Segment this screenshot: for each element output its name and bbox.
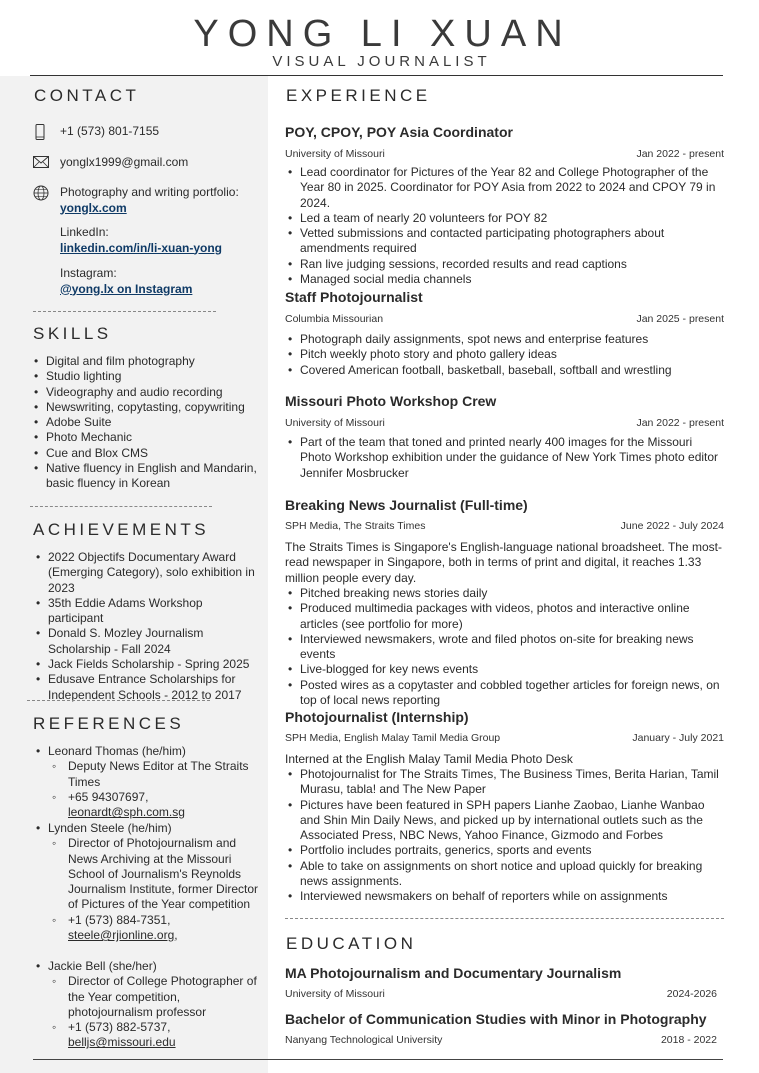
instagram-link[interactable]: @yong.lx on Instagram [60,281,193,296]
list-item: • Cue and Blox CMS [31,446,261,461]
header-divider [30,75,723,76]
instagram-label: Instagram: [60,266,117,280]
list-item: • Part of the team that toned and printed nearly 400 images for the Missouri Photo Workshop exhibition under the guidance of New York Times photo editor Jennifer Mosbrucker [285,435,725,481]
job-org: SPH Media, English Malay Tamil Media Group [285,732,501,744]
mail-icon [33,155,49,171]
list-item: • Led a team of nearly 20 volunteers for POY 82 [285,211,725,226]
list-item: • Jack Fields Scholarship - Spring 2025 [33,657,258,672]
job-bullets [285,767,725,905]
linkedin-label: LinkedIn: [60,225,109,239]
job-org: SPH Media, The Straits Times [285,520,426,532]
instagram-block [60,266,192,297]
portfolio-row [33,185,239,216]
reference-email[interactable]: belljs@missouri.edu [68,1035,176,1050]
portfolio-label: Photography and writing portfolio: [60,185,239,199]
list-item: • Vetted submissions and contacted participating photographers about amendments required [285,226,725,257]
list-item: • Donald S. Mozley Journalism Scholarship - Fall 2024 [33,626,258,657]
reference-contact: ◦ +65 94307697, leonardt@sph.com.sg [48,790,265,821]
list-item: • Videography and audio recording [31,385,261,400]
list-item: • Ran live judging sessions, recorded results and read captions [285,257,725,272]
list-item: • Interviewed newsmakers, wrote and filed photos on-site for breaking news events [285,632,725,663]
references-heading: REFERENCES [33,714,185,733]
list-item: • Interviewed newsmakers on behalf of reporters while on assignments [285,889,725,904]
job-bullets [285,332,725,378]
job-intro: Interned at the English Malay Tamil Media Photo Desk [285,752,573,766]
list-item: • Edusave Entrance Scholarships for Independent Schools - 2012 to 2017 [33,672,258,703]
reference-name: Jackie Bell (she/her) [48,959,157,973]
linkedin-link[interactable]: linkedin.com/in/li-xuan-yong [60,240,223,255]
job-title: POY, CPOY, POY Asia Coordinator [285,124,513,140]
job-bullets [285,586,725,708]
skills-list [31,354,261,492]
list-item: • Covered American football, basketball, baseball, softball and wrestling [285,363,725,378]
achievements-heading: ACHIEVEMENTS [33,520,210,539]
job-dates: Jan 2022 - present [636,148,724,160]
education-meta [285,1034,717,1047]
degree-title: Bachelor of Communication Studies with Minor in Photography [285,1011,707,1027]
job-dates: June 2022 - July 2024 [620,520,724,532]
skills-heading: SKILLS [33,324,112,343]
reference-role: ◦ Director of College Photographer of the Year competition, photojournalism professor [48,974,265,1020]
experience-heading: EXPERIENCE [286,86,431,105]
job-org: University of Missouri [285,148,385,160]
phone-icon [33,124,49,140]
email-row [33,155,188,171]
reference-role: ◦ Director of Photojournalism and News Archiving at the Missouri School of Journalism's Reynolds Journalism Institute, former Director of Pictures of the Year competition [48,836,265,912]
degree-title: MA Photojournalism and Documentary Journalism [285,965,622,981]
reference-1 [33,744,265,820]
reference-2 [33,821,265,943]
experience-divider [285,918,724,919]
job-dates: January - July 2021 [632,732,724,744]
job-meta [285,313,724,326]
job-meta [285,520,724,533]
list-item: • Produced multimedia packages with videos, photos and interactive online articles (see portfolio for more) [285,601,725,632]
job-org: University of Missouri [285,417,385,429]
footer-divider [33,1059,723,1060]
portfolio-link[interactable]: yonglx.com [60,200,127,215]
education-heading: EDUCATION [286,934,417,953]
achievements-divider [27,700,210,701]
list-item: • 35th Eddie Adams Workshop participant [33,596,258,627]
list-item: • Able to take on assignments on short notice and upload quickly for breaking news assignments. [285,859,725,890]
list-item: • Pitched breaking news stories daily [285,586,725,601]
job-title: Breaking News Journalist (Full-time) [285,497,528,513]
list-item: • Pitch weekly photo story and photo gallery ideas [285,347,725,362]
list-item: • Native fluency in English and Mandarin, basic fluency in Korean [31,461,261,492]
reference-name: Leonard Thomas (he/him) [48,744,186,758]
job-bullets [285,435,725,481]
list-item: • Newswriting, copytasting, copywriting [31,400,261,415]
job-meta [285,417,724,430]
job-bullets [285,165,725,287]
email-address[interactable]: yonglx1999@gmail.com [60,155,189,169]
reference-name: Lynden Steele (he/him) [48,821,172,835]
linkedin-block [60,225,222,256]
education-dates: 2024-2026 [666,988,717,1000]
list-item: • Studio lighting [31,369,261,384]
list-item: • Lead coordinator for Pictures of the Year 82 and College Photographer of the Year 80 in 2025. Coordinator for POY Asia from 2022 to 2024 and CPOY 79 in 2024. [285,165,725,211]
contact-divider [33,311,216,312]
reference-role: ◦ Deputy News Editor at The Straits Times [48,759,265,790]
contact-heading: CONTACT [34,86,140,105]
list-item: • Posted wires as a copytaster and cobbled together articles for foreign news, on top of local news reporting [285,678,725,709]
list-item: • Adobe Suite [31,415,261,430]
list-item: • Managed social media channels [285,272,725,287]
job-title: Photojournalist (Internship) [285,709,469,725]
globe-icon [33,185,49,201]
job-title: Missouri Photo Workshop Crew [285,393,497,409]
list-item: • Photojournalist for The Straits Times, The Business Times, Berita Harian, Tamil Murasu, tabla! and The New Paper [285,767,725,798]
phone-row [33,124,159,140]
list-item: • Live-blogged for key news events [285,662,725,677]
job-meta [285,148,724,161]
reference-3 [33,959,265,1051]
job-meta [285,732,724,745]
list-item: • Photograph daily assignments, spot news and enterprise features [285,332,725,347]
job-dates: Jan 2022 - present [636,417,724,429]
education-meta [285,988,717,1001]
list-item: • Digital and film photography [31,354,261,369]
reference-contact: ◦ +1 (573) 884-7351, steele@rjionline.org, [48,913,265,944]
job-dates: Jan 2025 - present [636,313,724,325]
list-item: • Portfolio includes portraits, generics, sports and events [285,843,725,858]
list-item: • Photo Mechanic [31,430,261,445]
achievements-list [33,550,258,703]
school-name: University of Missouri [285,988,385,1000]
list-item: • Pictures have been featured in SPH papers Lianhe Zaobao, Lianhe Wanbao and Shin Min Daily News, and picked up by international outlets such as the Associated Press, NBC News, Yahoo Finance, Gizmodo and Forbes [285,798,725,844]
job-intro: The Straits Times is Singapore's English-language national broadsheet. The most-read newspaper in Singapore, both in terms of print and digital, it reaches 1.33 million people every day. [285,540,722,585]
reference-email[interactable]: steele@rjionline.org [68,928,175,943]
list-item: • 2022 Objectifs Documentary Award (Emerging Category), solo exhibition in 2023 [33,550,258,596]
reference-email[interactable]: leonardt@sph.com.sg [68,805,185,820]
job-title-heading: VISUAL JOURNALIST [272,53,491,70]
job-title: Staff Photojournalist [285,289,423,305]
reference-contact: ◦ +1 (573) 882-5737, belljs@missouri.edu [48,1020,265,1051]
school-name: Nanyang Technological University [285,1034,443,1046]
name-heading: YONG LI XUAN [193,13,572,55]
phone-number[interactable]: +1 (573) 801-7155 [60,124,160,138]
education-dates: 2018 - 2022 [660,1034,717,1046]
job-org: Columbia Missourian [285,313,384,325]
skills-divider [30,506,212,507]
